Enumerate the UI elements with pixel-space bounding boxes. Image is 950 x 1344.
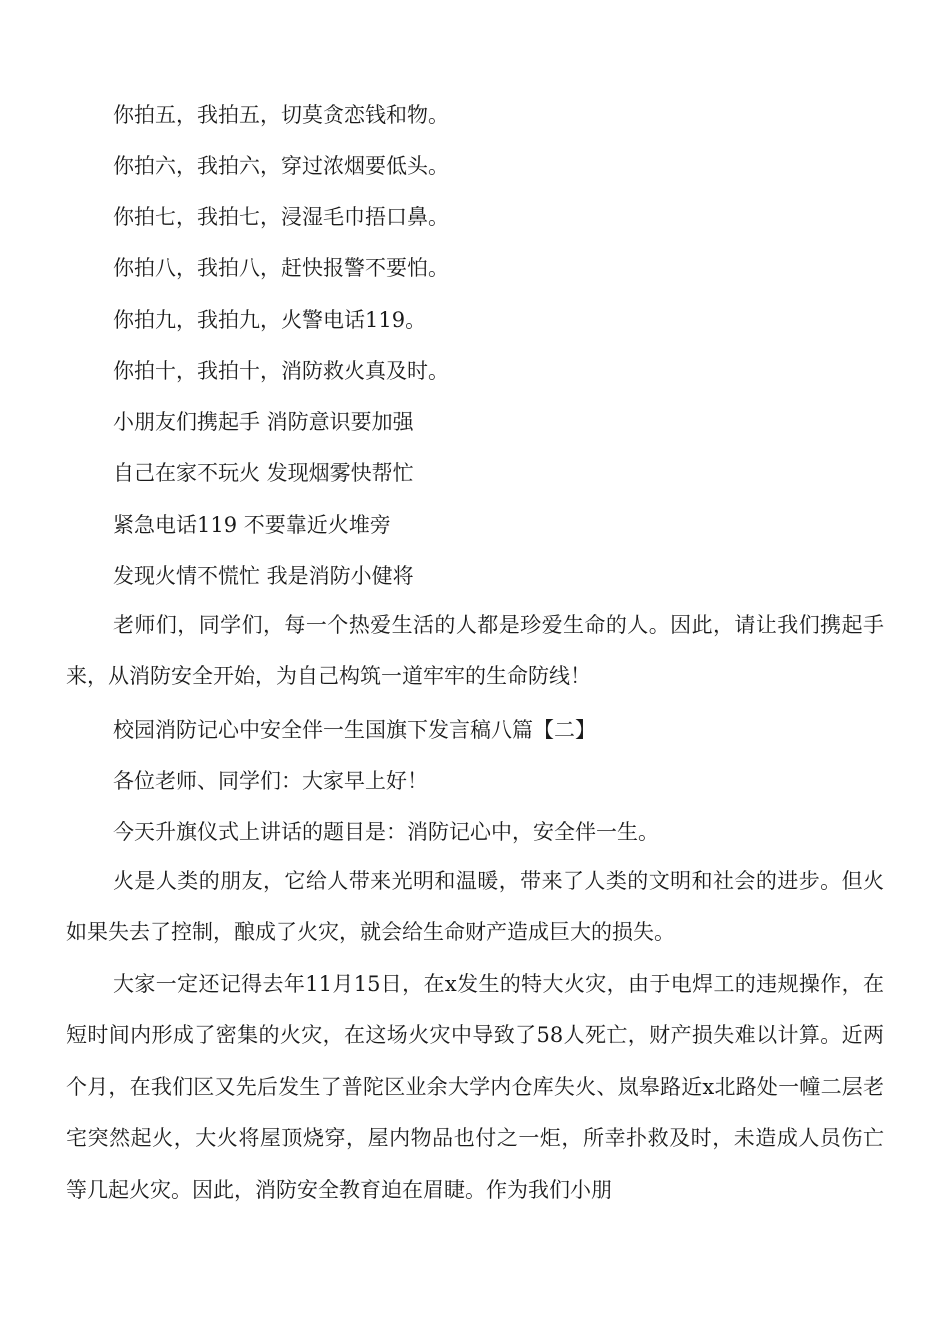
topic-line: 今天升旗仪式上讲话的题目是：消防记心中，安全伴一生。	[113, 820, 659, 844]
chant-line: 小朋友们携起手 消防意识要加强	[113, 410, 414, 434]
chant-line: 自己在家不玩火 发现烟雾快帮忙	[113, 461, 414, 485]
section-title: 校园消防记心中安全伴一生国旗下发言稿八篇【二】	[113, 718, 596, 742]
closing-paragraph: 老师们，同学们，每一个热爱生活的人都是珍爱生命的人。因此，请让我们携起手来，从消防安全开始，为自己构筑一道牢牢的生命防线！	[66, 613, 884, 689]
chant-line: 你拍十，我拍十，消防救火真及时。	[113, 359, 449, 383]
greeting: 各位老师、同学们：大家早上好！	[113, 769, 428, 793]
chant-line: 你拍九，我拍九，火警电话119。	[113, 308, 427, 332]
chant-line: 你拍七，我拍七，浸湿毛巾捂口鼻。	[113, 205, 449, 229]
chant-line: 你拍五，我拍五，切莫贪恋钱和物。	[113, 103, 449, 127]
chant-line: 你拍八，我拍八，赶快报警不要怕。	[113, 256, 449, 280]
chant-line: 发现火情不慌忙 我是消防小健将	[113, 564, 414, 588]
chant-line: 紧急电话119 不要靠近火堆旁	[113, 513, 391, 537]
fire-paragraph: 火是人类的朋友，它给人带来光明和温暖，带来了人类的文明和社会的进步。但火如果失去了控制，酿成了火灾，就会给生命财产造成巨大的损失。	[66, 869, 884, 945]
chant-line: 你拍六，我拍六，穿过浓烟要低头。	[113, 154, 449, 178]
incident-paragraph: 大家一定还记得去年11月15日，在x发生的特大火灾，由于电焊工的违规操作，在短时间内形成了密集的火灾，在这场火灾中导致了58人死亡，财产损失难以计算。近两个月，在我们区又先后发生了普陀区业余大学内仓库失火、岚皋路近x北路处一幢二层老宅突然起火，大火将屋顶烧穿，屋内物品也付之一炬，所幸扑救及时，未造成人员伤亡等几起火灾。因此，消防安全教育迫在眉睫。作为我们小朋	[66, 972, 884, 1202]
